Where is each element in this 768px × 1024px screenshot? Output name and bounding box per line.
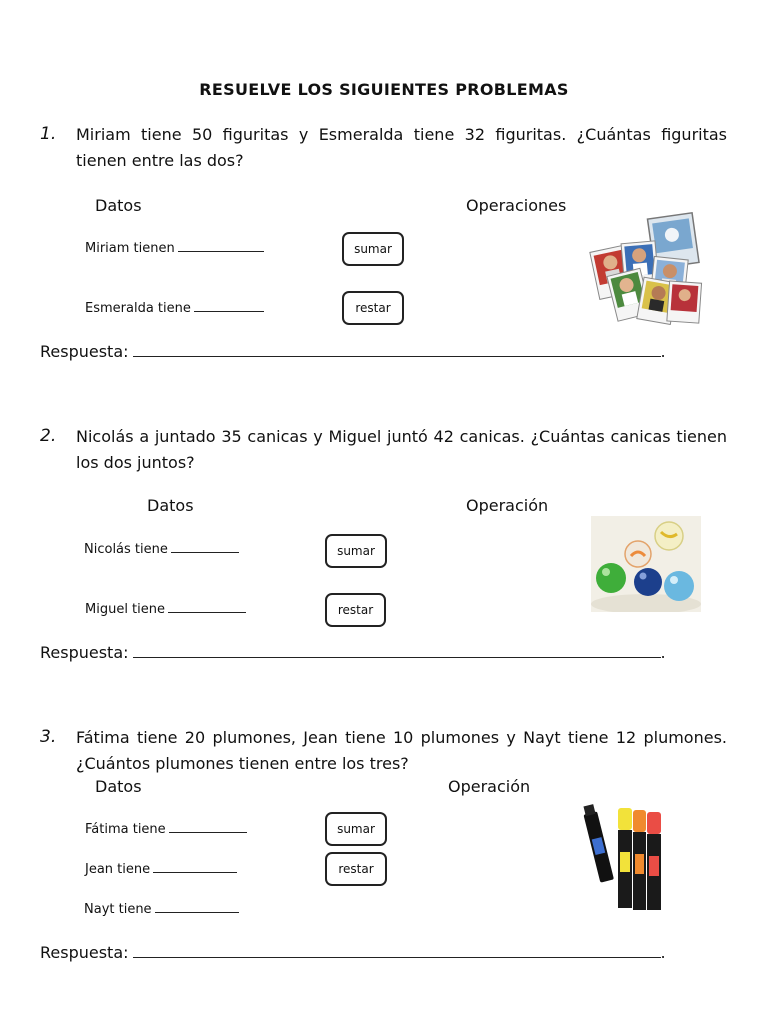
problem-3-field-jean <box>85 860 237 877</box>
problem-3-number: 3. <box>40 727 57 747</box>
answer-blank[interactable] <box>171 540 239 553</box>
problem-1-sumar-box[interactable]: sumar <box>342 232 404 266</box>
answer-label: Respuesta: <box>40 943 129 962</box>
markers-icon <box>578 800 673 918</box>
problem-3-field-fatima <box>85 820 247 837</box>
field-label: Miriam tienen <box>85 241 175 256</box>
field-label: Jean tiene <box>85 862 151 877</box>
problem-1-text: Miriam tiene 50 figuritas y Esmeralda tiene 32 figuritas. ¿Cuántas figuritas tienen entre las dos? <box>76 125 727 170</box>
field-label: Nicolás tiene <box>84 542 168 557</box>
problem-3-text: Fátima tiene 20 plumones, Jean tiene 10 plumones y Nayt tiene 12 plumones. ¿Cuántos plumones tienen entre los tres? <box>76 728 727 773</box>
problem-1-restar-box[interactable]: restar <box>342 291 404 325</box>
answer-blank[interactable] <box>169 820 247 833</box>
answer-line[interactable] <box>133 643 661 658</box>
problem-3-field-nayt <box>84 900 239 917</box>
problem-2-datos-heading: Datos <box>147 496 194 515</box>
answer-line[interactable] <box>133 342 661 357</box>
problem-3-restar-box[interactable]: restar <box>325 852 387 886</box>
problem-1-number: 1. <box>40 124 57 144</box>
problem-2-operacion-heading: Operación <box>466 496 549 515</box>
answer-blank[interactable] <box>194 299 264 312</box>
problem-3-sumar-box[interactable]: sumar <box>325 812 387 846</box>
trading-cards-icon <box>588 210 703 325</box>
answer-blank[interactable] <box>178 239 264 252</box>
field-label: Miguel tiene <box>85 602 166 617</box>
field-label: Nayt tiene <box>84 902 152 917</box>
answer-blank[interactable] <box>153 860 237 873</box>
answer-line[interactable] <box>133 943 661 958</box>
worksheet-title: RESUELVE LOS SIGUIENTES PROBLEMAS <box>199 80 569 99</box>
problem-2-answer: Respuesta: . <box>40 643 666 662</box>
answer-blank[interactable] <box>155 900 239 913</box>
problem-2-text: Nicolás a juntado 35 canicas y Miguel juntó 42 canicas. ¿Cuántas canicas tienen los dos juntos? <box>76 427 727 472</box>
problem-1-field-miriam <box>85 239 264 256</box>
answer-label: Respuesta: <box>40 643 129 662</box>
problem-2-number: 2. <box>40 426 57 446</box>
problem-3-operacion-heading: Operación <box>448 777 531 796</box>
answer-blank[interactable] <box>168 600 246 613</box>
field-label: Esmeralda tiene <box>85 301 191 316</box>
field-label: Fátima tiene <box>85 822 166 837</box>
problem-2-sumar-box[interactable]: sumar <box>325 534 387 568</box>
problem-3-datos-heading: Datos <box>95 777 142 796</box>
answer-label: Respuesta: <box>40 342 129 361</box>
problem-1-field-esmeralda <box>85 299 264 316</box>
problem-1-operaciones-heading: Operaciones <box>466 196 567 215</box>
problem-2-field-nicolas <box>84 540 239 557</box>
problem-2-field-miguel <box>85 600 246 617</box>
marbles-icon <box>591 516 701 612</box>
problem-3-answer: Respuesta: . <box>40 943 666 962</box>
problem-1-datos-heading: Datos <box>95 196 142 215</box>
problem-2-restar-box[interactable]: restar <box>325 593 386 627</box>
problem-1-answer: Respuesta: . <box>40 342 666 361</box>
